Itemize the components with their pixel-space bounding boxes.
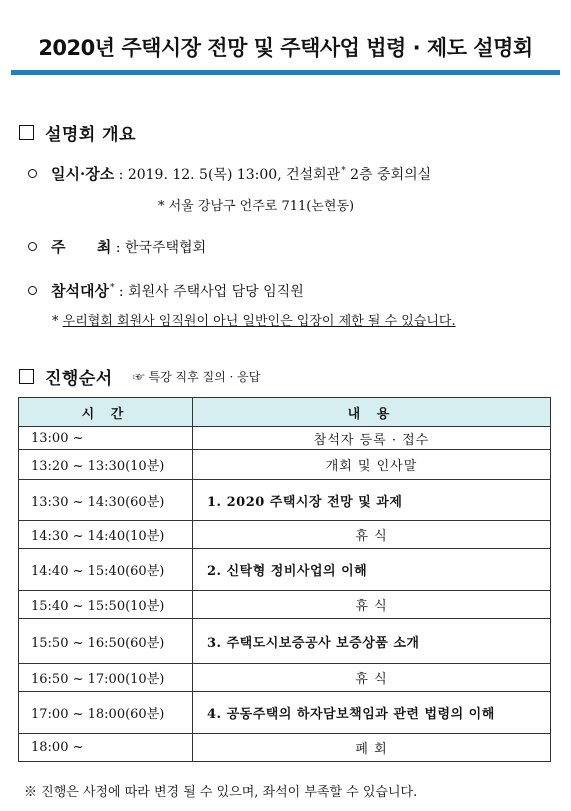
schedule-time: 13:30 ~ 14:30(60분): [19, 480, 193, 521]
datetime-room: 2층 중회의실: [350, 167, 432, 183]
overview-heading-label: 설명회 개요: [45, 125, 137, 145]
address-note: * 서울 강남구 언주로 711(논현동): [158, 199, 355, 214]
schedule-time: 15:40 ~ 15:50(10분): [19, 591, 193, 619]
circle-bullet-icon: [28, 242, 37, 251]
datetime-value: 2019. 12. 5(목) 13:00, 건설회관: [127, 167, 341, 183]
page-title: 2020년 주택시장 전망 및 주택사업 법령 · 제도 설명회: [38, 36, 533, 60]
table-row: [19, 450, 551, 480]
table-header-row: [19, 398, 551, 427]
overview-heading: [19, 120, 136, 145]
datetime-row: 일시·장소 : 2019. 12. 5(목) 13:00, 건설회관* 2층 중회의실: [28, 163, 431, 184]
col-content-header: 내 용: [193, 398, 551, 427]
schedule-time: 17:00 ~ 18:00(60분): [19, 692, 193, 734]
table-row: [19, 664, 551, 692]
schedule-time: 15:50 ~ 16:50(60분): [19, 619, 193, 664]
circle-bullet-icon: [28, 169, 37, 178]
schedule-time: 13:00 ~: [19, 427, 193, 450]
table-row: [19, 591, 551, 619]
footer-note: ※ 진행은 사정에 따라 변경 될 수 있으며, 좌석이 부족할 수 있습니다.: [24, 785, 418, 800]
attendee-note-star: *: [52, 314, 59, 329]
table-row: [19, 619, 551, 664]
attendee-note: [52, 310, 456, 329]
title-underline: [11, 70, 560, 75]
schedule-content: 휴 식: [193, 521, 551, 549]
table-row: [19, 427, 551, 450]
table-row: [19, 521, 551, 549]
square-icon: [19, 369, 34, 384]
host-row: [28, 236, 206, 257]
col-time-header: 시 간: [19, 398, 193, 427]
schedule-content: 1. 2020 주택시장 전망 및 과제: [193, 480, 551, 521]
schedule-content: 개회 및 인사말: [193, 450, 551, 480]
schedule-time: 13:20 ~ 13:30(10분): [19, 450, 193, 480]
schedule-content: 휴 식: [193, 664, 551, 692]
datetime-label: 일시·장소: [51, 165, 115, 183]
attendee-note-text: 우리협회 회원사 임직원이 아닌 일반인은 입장이 제한 될 수 있습니다.: [62, 314, 456, 329]
host-label: 주 최: [51, 238, 112, 256]
schedule-time: 18:00 ~: [19, 734, 193, 762]
title-bar: [11, 20, 560, 76]
schedule-content: 참석자 등록 · 접수: [193, 427, 551, 450]
schedule-table: [18, 397, 551, 762]
schedule-time: 16:50 ~ 17:00(10분): [19, 664, 193, 692]
schedule-time: 14:40 ~ 15:40(60분): [19, 549, 193, 591]
table-row: [19, 549, 551, 591]
schedule-time: 14:30 ~ 14:40(10분): [19, 521, 193, 549]
host-value: : 한국주택협회: [115, 240, 207, 256]
schedule-content: 2. 신탁형 정비사업의 이해: [193, 549, 551, 591]
schedule-content: 4. 공동주택의 하자담보책임과 관련 법령의 이해: [193, 692, 551, 734]
square-icon: [19, 125, 34, 140]
table-row: [19, 480, 551, 521]
circle-bullet-icon: [28, 286, 37, 295]
attendee-sup: *: [109, 283, 115, 293]
schedule-heading: [19, 364, 260, 389]
schedule-content: 휴 식: [193, 591, 551, 619]
attendee-label: 참석대상: [51, 282, 109, 300]
schedule-sub-note: ☞ 특강 직후 질의 · 응답: [132, 370, 261, 384]
table-row: [19, 734, 551, 762]
schedule-heading-label: 진행순서: [45, 369, 113, 389]
schedule-content: 폐 회: [193, 734, 551, 762]
schedule-content: 3. 주택도시보증공사 보증상품 소개: [193, 619, 551, 664]
table-row: [19, 692, 551, 734]
attendee-row: [28, 280, 304, 301]
attendee-value: : 회원사 주택사업 담당 임직원: [118, 284, 304, 300]
datetime-sup: *: [341, 166, 346, 176]
